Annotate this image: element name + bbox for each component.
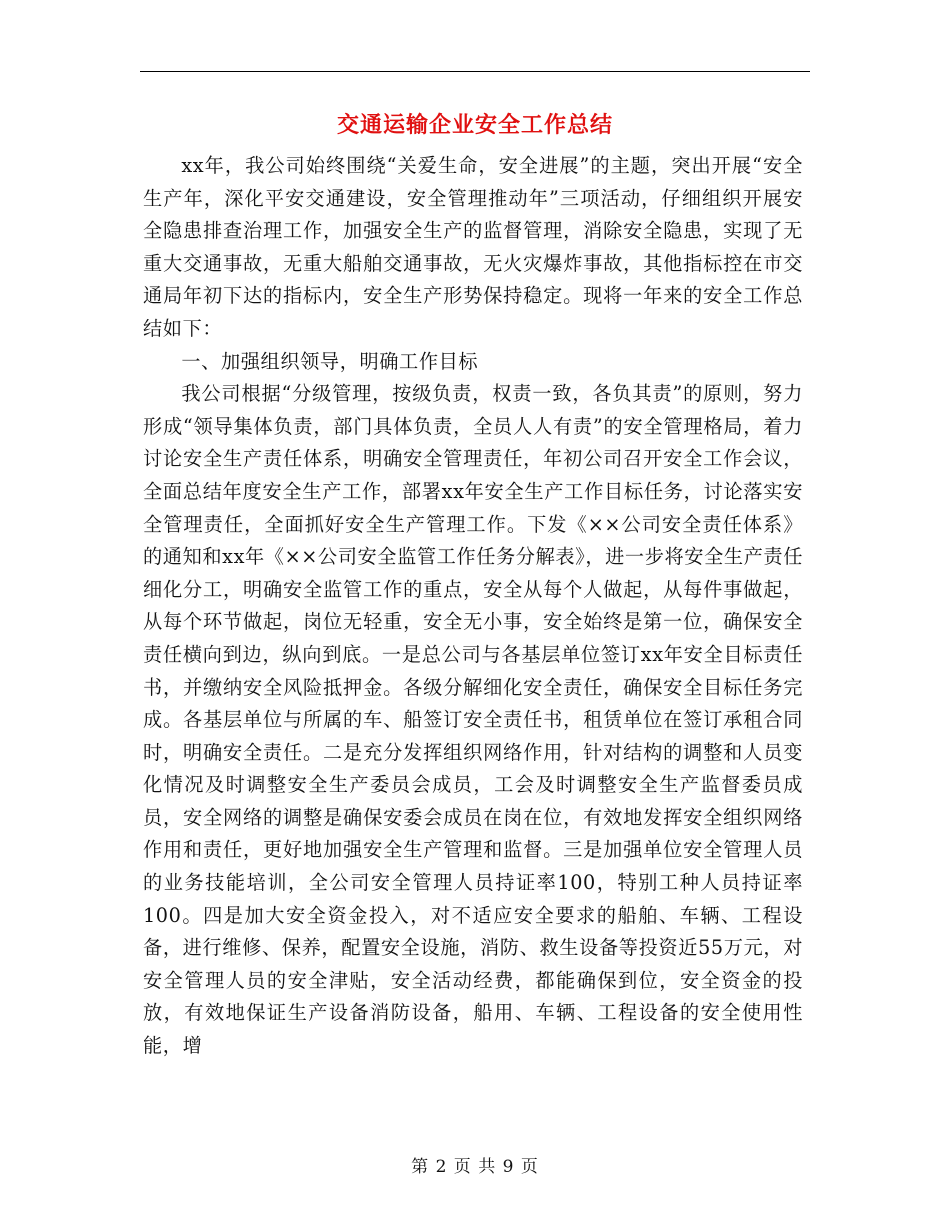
- document-title: 交通运输企业安全工作总结: [336, 113, 613, 138]
- document-body: [143, 150, 803, 1063]
- paragraph-intro: xx年，我公司始终围绕“关爱生命，安全进展”的主题，突出开展“安全生产年，深化平安交通建设，安全管理推动年”三项活动，仔细组织开展安全隐患排查治理工作，加强安全生产的监督管理，消除安全隐患，实现了无重大交通事故，无重大船舶交通事故，无火灾爆炸事故，其他指标控在市交通局年初下达的指标内，安全生产形势保持稳定。现将一年来的安全工作总结如下：: [143, 154, 803, 340]
- page-number-footer: 第 2 页 共 9 页: [411, 1157, 539, 1177]
- header-rule: [140, 71, 810, 72]
- paragraph-section-1: 我公司根据“分级管理，按级负责，权责一致，各负其责”的原则，努力形成“领导集体负责，部门具体负责，全员人人有责”的安全管理格局，着力讨论安全生产责任体系，明确安全管理责任，年初公司召开安全工作会议，全面总结年度安全生产工作，部署xx年安全生产工作目标任务，讨论落实安全管理责任，全面抓好安全生产管理工作。下发《××公司安全责任体系》的通知和xx年《××公司安全监管工作任务分解表》，进一步将安全生产责任细化分工，明确安全监管工作的重点，安全从每个人做起，从每件事做起，从每个环节做起，岗位无轻重，安全无小事，安全始终是第一位，确保安全责任横向到边，纵向到底。一是总公司与各基层单位签订xx年安全目标责任书，并缴纳安全风险抵押金。各级分解细化安全责任，确保安全目标任务完成。各基层单位与所属的车、船签订安全责任书，租赁单位在签订承租合同时，明确安全责任。二是充分发挥组织网络作用，针对结构的调整和人员变化情况及时调整安全生产委员会成员，工会及时调整安全生产监督委员成员，安全网络的调整是确保安委会成员在岗在位，有效地发挥安全组织网络作用和责任，更好地加强安全生产管理和监督。三是加强单位安全管理人员的业务技能培训，全公司安全管理人员持证率100，特别工种人员持证率100。四是加大安全资金投入，对不适应安全要求的船舶、车辆、工程设备，进行维修、保养，配置安全设施，消防、救生设备等投资近55万元，对安全管理人员的安全津贴，安全活动经费，都能确保到位，安全资金的投放，有效地保证生产设备消防设备，船用、车辆、工程设备的安全使用性能，增: [143, 382, 804, 1058]
- section-heading: 一、加强组织领导，明确工作目标: [181, 349, 479, 373]
